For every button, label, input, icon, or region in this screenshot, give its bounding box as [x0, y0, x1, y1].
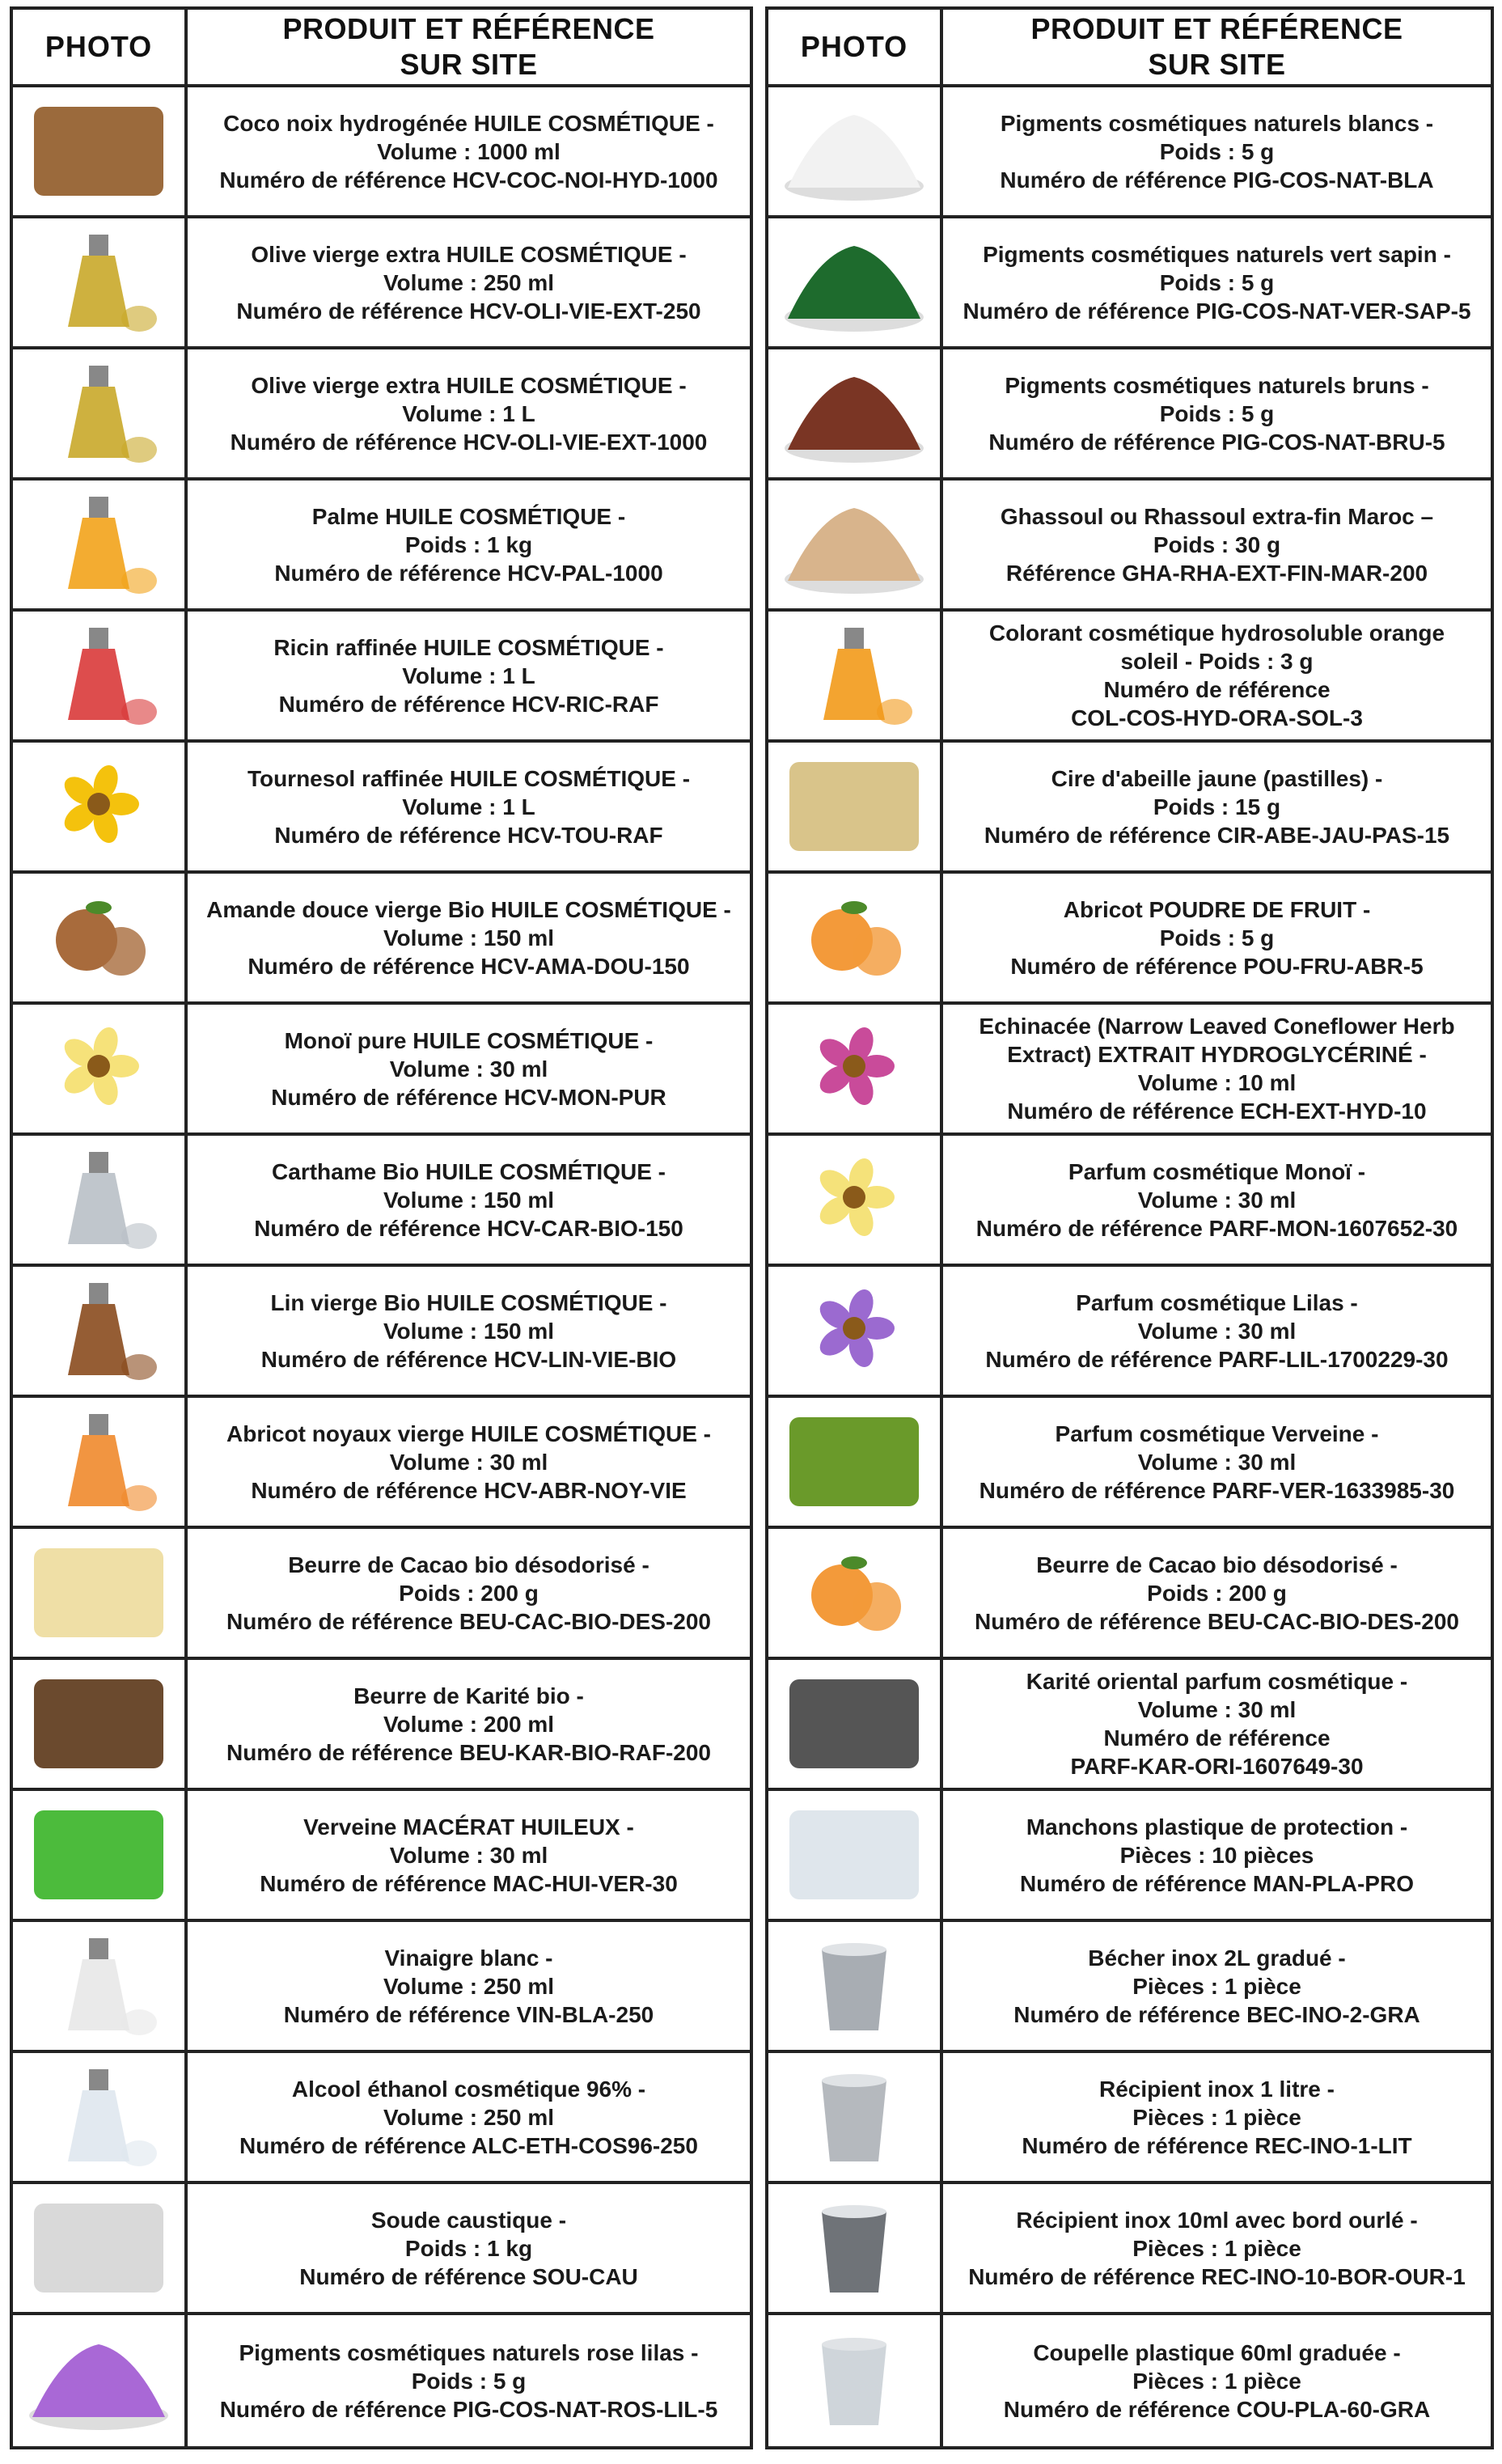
product-photo: [768, 1267, 943, 1395]
product-detail: Poids : 5 g: [411, 2368, 527, 2394]
table-row: [13, 1660, 750, 1791]
product-description: [188, 2053, 750, 2181]
product-description: [188, 1398, 750, 1526]
product-detail: Poids : 5 g: [1159, 925, 1275, 950]
product-photo: [13, 1791, 188, 1919]
product-photo: [768, 1791, 943, 1919]
product-detail: Poids : 200 g: [399, 1580, 539, 1606]
product-description: [188, 612, 750, 739]
product-photo: [768, 1136, 943, 1264]
product-detail: Numéro de référence REC-INO-1-LIT: [1022, 2132, 1412, 2158]
product-name: Coupelle plastique 60ml graduée -: [1033, 2339, 1401, 2365]
linseed-oil-image: [18, 1270, 180, 1391]
olive-oil-bottle-image: [18, 222, 180, 343]
product-description: [188, 1660, 750, 1788]
product-detail: soleil - Poids : 3 g: [1120, 649, 1314, 674]
product-name: Manchons plastique de protection -: [1026, 1814, 1408, 1840]
table-row: [768, 612, 1491, 743]
product-name: Parfum cosmétique Verveine -: [1055, 1420, 1379, 1446]
product-description: [943, 349, 1491, 477]
product-description: [188, 481, 750, 608]
header-product: PRODUIT ET RÉFÉRENCE SUR SITE: [1030, 12, 1403, 81]
product-table-left: [10, 6, 753, 2449]
header-photo: PHOTO: [13, 10, 188, 84]
table-row: [768, 349, 1491, 481]
product-detail: Numéro de référence HCV-CAR-BIO-150: [254, 1215, 683, 1241]
product-description: [943, 1791, 1491, 1919]
green-powder-image: [773, 222, 935, 343]
almond-image: [18, 877, 180, 998]
product-detail: Numéro de référence PIG-COS-NAT-BRU-5: [988, 429, 1445, 455]
product-detail: Numéro de référence PARF-LIL-1700229-30: [985, 1346, 1449, 1372]
product-detail: Numéro de référence PIG-COS-NAT-BLA: [1000, 167, 1434, 193]
product-name: Coco noix hydrogénée HUILE COSMÉTIQUE -: [223, 110, 714, 136]
table-row: [13, 1398, 750, 1529]
table-row: [13, 1529, 750, 1660]
product-name: Abricot noyaux vierge HUILE COSMÉTIQUE -: [226, 1420, 711, 1446]
product-name: Echinacée (Narrow Leaved Coneflower Herb: [979, 1014, 1455, 1039]
product-description: [188, 87, 750, 215]
caustic-soda-image: [18, 2187, 180, 2309]
table-row: [768, 1791, 1491, 1922]
product-detail: Volume : 1 L: [402, 400, 535, 426]
product-detail: Volume : 150 ml: [383, 1187, 555, 1213]
table-row: [13, 2184, 750, 2315]
table-row: [13, 743, 750, 874]
product-photo: [13, 1660, 188, 1788]
product-name: Monoï pure HUILE COSMÉTIQUE -: [284, 1027, 654, 1053]
product-photo: [13, 481, 188, 608]
product-detail: Numéro de référence HCV-COC-NOI-HYD-1000: [219, 167, 718, 193]
product-detail: COL-COS-HYD-ORA-SOL-3: [1071, 705, 1363, 730]
product-detail: Pièces : 1 pièce: [1132, 2104, 1301, 2130]
product-detail: Numéro de référence HCV-TOU-RAF: [274, 822, 663, 848]
table-row: [13, 874, 750, 1005]
product-detail: Numéro de référence HCV-ABR-NOY-VIE: [251, 1477, 687, 1503]
product-description: [943, 1398, 1491, 1526]
table-row: [768, 1660, 1491, 1791]
product-description: [943, 218, 1491, 346]
product-description: [188, 1267, 750, 1395]
table-row: [13, 1791, 750, 1922]
product-name: Ricin raffinée HUILE COSMÉTIQUE -: [273, 634, 664, 660]
product-photo: [768, 1005, 943, 1133]
product-photo: [13, 1922, 188, 2050]
product-name: Récipient inox 1 litre -: [1099, 2076, 1335, 2102]
product-description: [188, 1922, 750, 2050]
oil-bottle-image: [18, 1139, 180, 1260]
product-detail: Volume : 30 ml: [1137, 1449, 1297, 1475]
product-detail: Numéro de référence MAC-HUI-VER-30: [260, 1870, 678, 1896]
table-row: [13, 1267, 750, 1398]
table-row: [768, 1136, 1491, 1267]
beeswax-pellets-image: [773, 746, 935, 867]
product-name: Olive vierge extra HUILE COSMÉTIQUE -: [251, 241, 687, 267]
product-photo: [768, 218, 943, 346]
product-name: Récipient inox 10ml avec bord ourlé -: [1016, 2207, 1418, 2233]
verbena-macerate-image: [18, 1794, 180, 1916]
product-detail: Volume : 30 ml: [389, 1842, 548, 1868]
product-table-right: [765, 6, 1494, 2449]
product-name: Bécher inox 2L gradué -: [1088, 1945, 1346, 1971]
product-detail: Volume : 250 ml: [383, 269, 555, 295]
product-description: [188, 1529, 750, 1657]
product-name: Alcool éthanol cosmétique 96% -: [291, 2076, 646, 2102]
product-name: Pigments cosmétiques naturels bruns -: [1005, 372, 1429, 398]
product-detail: Numéro de référence HCV-LIN-VIE-BIO: [260, 1346, 677, 1372]
product-detail: Numéro de référence BEC-INO-2-GRA: [1013, 2001, 1420, 2027]
table-row: [768, 87, 1491, 218]
apricot-fruit-image: [773, 1532, 935, 1653]
product-detail: Volume : 200 ml: [383, 1711, 555, 1737]
table-row: [13, 218, 750, 349]
product-description: [188, 1005, 750, 1133]
product-name: Lin vierge Bio HUILE COSMÉTIQUE -: [270, 1289, 667, 1315]
table-row: [768, 1922, 1491, 2053]
table-header: [13, 10, 750, 87]
product-detail: Poids : 5 g: [1159, 138, 1275, 164]
clear-bottle-image: [18, 2056, 180, 2178]
product-photo: [13, 349, 188, 477]
table-row: [13, 1922, 750, 2053]
product-description: [188, 743, 750, 870]
product-detail: Poids : 5 g: [1159, 269, 1275, 295]
product-photo: [13, 743, 188, 870]
product-photo: [13, 1136, 188, 1264]
product-detail: Volume : 250 ml: [383, 1973, 555, 1999]
table-row: [768, 2184, 1491, 2315]
table-row: [768, 1267, 1491, 1398]
table-row: [768, 1529, 1491, 1660]
product-detail: Numéro de référence PIG-COS-NAT-ROS-LIL-5: [219, 2396, 718, 2422]
product-name: Parfum cosmétique Lilas -: [1076, 1289, 1358, 1315]
product-photo: [13, 2184, 188, 2312]
apricot-oil-image: [18, 1401, 180, 1522]
product-detail: Volume : 1 L: [402, 663, 535, 688]
product-photo: [13, 612, 188, 739]
product-photo: [13, 1005, 188, 1133]
table-row: [13, 481, 750, 612]
product-name: Vinaigre blanc -: [384, 1945, 553, 1971]
tiare-flower-image: [18, 1008, 180, 1129]
product-detail: Extract) EXTRAIT HYDROGLYCÉRINÉ -: [1007, 1042, 1427, 1067]
product-photo: [768, 1529, 943, 1657]
product-name: Beurre de Cacao bio désodorisé -: [288, 1552, 649, 1577]
product-detail: Numéro de référence HCV-PAL-1000: [274, 560, 663, 586]
product-detail: Numéro de référence: [1103, 1725, 1331, 1751]
lilac-flower-image: [773, 1270, 935, 1391]
product-description: [943, 2053, 1491, 2181]
white-bottle-image: [18, 1925, 180, 2047]
plastic-cup-image: [773, 2320, 935, 2441]
cocoa-butter-image: [18, 1532, 180, 1653]
product-detail: Numéro de référence: [1103, 677, 1331, 702]
steel-beaker-image: [773, 1925, 935, 2047]
product-detail: Numéro de référence BEU-KAR-BIO-RAF-200: [226, 1739, 711, 1765]
oriental-perfume-image: [773, 1663, 935, 1784]
product-description: [943, 743, 1491, 870]
product-description: [943, 481, 1491, 608]
white-powder-image: [773, 91, 935, 212]
product-photo: [768, 87, 943, 215]
product-photo: [768, 874, 943, 1001]
product-detail: Numéro de référence PIG-COS-NAT-VER-SAP-5: [963, 298, 1471, 324]
product-description: [188, 2184, 750, 2312]
orange-flask-image: [773, 615, 935, 736]
product-photo: [13, 87, 188, 215]
product-detail: Volume : 30 ml: [1137, 1697, 1297, 1722]
product-description: [188, 2315, 750, 2446]
castor-oil-image: [18, 615, 180, 736]
product-photo: [768, 1398, 943, 1526]
table-row: [768, 743, 1491, 874]
product-name: Ghassoul ou Rhassoul extra-fin Maroc –: [1000, 503, 1434, 529]
product-detail: Volume : 30 ml: [1137, 1318, 1297, 1344]
product-detail: Numéro de référence BEU-CAC-BIO-DES-200: [974, 1608, 1460, 1634]
coconut-image: [18, 91, 180, 212]
product-name: Soude caustique -: [370, 2207, 567, 2233]
product-description: [943, 874, 1491, 1001]
product-detail: Volume : 30 ml: [389, 1449, 548, 1475]
product-detail: Numéro de référence HCV-OLI-VIE-EXT-250: [236, 298, 701, 324]
table-row: [768, 874, 1491, 1005]
product-photo: [13, 1529, 188, 1657]
product-description: [943, 87, 1491, 215]
product-name: Pigments cosmétiques naturels blancs -: [1000, 110, 1434, 136]
product-detail: Volume : 150 ml: [383, 1318, 555, 1344]
sunflower-image: [18, 746, 180, 867]
product-name: Verveine MACÉRAT HUILEUX -: [303, 1814, 634, 1840]
product-photo: [13, 874, 188, 1001]
product-photo: [13, 1267, 188, 1395]
product-description: [943, 1660, 1491, 1788]
product-name: Beurre de Karité bio -: [353, 1683, 584, 1708]
product-photo: [768, 612, 943, 739]
product-detail: Volume : 1000 ml: [377, 138, 561, 164]
product-detail: Volume : 10 ml: [1137, 1070, 1297, 1095]
table-row: [13, 2315, 750, 2446]
product-description: [943, 1922, 1491, 2050]
product-detail: Volume : 1 L: [402, 794, 535, 819]
steel-bowl-image: [773, 2056, 935, 2178]
product-detail: Numéro de référence CIR-ABE-JAU-PAS-15: [984, 822, 1450, 848]
product-detail: Numéro de référence SOU-CAU: [299, 2263, 638, 2289]
product-name: Olive vierge extra HUILE COSMÉTIQUE -: [251, 372, 687, 398]
product-detail: Volume : 250 ml: [383, 2104, 555, 2130]
lilac-powder-image: [18, 2320, 180, 2441]
table-header: [768, 10, 1491, 87]
palm-oil-image: [18, 484, 180, 605]
product-detail: Numéro de référence PARF-MON-1607652-30: [975, 1215, 1458, 1241]
product-detail: PARF-KAR-ORI-1607649-30: [1070, 1754, 1364, 1779]
product-description: [943, 2184, 1491, 2312]
brown-powder-image: [773, 353, 935, 474]
product-detail: Volume : 30 ml: [389, 1056, 548, 1082]
product-description: [188, 218, 750, 346]
product-detail: Numéro de référence HCV-RIC-RAF: [278, 691, 659, 717]
product-description: [943, 1005, 1491, 1133]
product-detail: Pièces : 1 pièce: [1132, 2235, 1301, 2261]
header-photo: PHOTO: [768, 10, 943, 84]
table-row: [768, 1398, 1491, 1529]
verbena-leaves-image: [773, 1401, 935, 1522]
product-detail: Numéro de référence REC-INO-10-BOR-OUR-1: [968, 2263, 1466, 2289]
monoi-flower-image: [773, 1139, 935, 1260]
rows-right: [768, 87, 1491, 2446]
table-row: [13, 349, 750, 481]
product-detail: Numéro de référence ECH-EXT-HYD-10: [1007, 1099, 1427, 1124]
product-detail: Numéro de référence POU-FRU-ABR-5: [1010, 953, 1424, 979]
product-name: Parfum cosmétique Monoï -: [1068, 1158, 1366, 1184]
rows-left: [13, 87, 750, 2446]
table-row: [768, 2315, 1491, 2446]
plastic-sleeve-image: [773, 1794, 935, 1916]
product-name: Karité oriental parfum cosmétique -: [1026, 1669, 1408, 1694]
product-detail: Poids : 1 kg: [404, 2235, 533, 2261]
product-detail: Numéro de référence BEU-CAC-BIO-DES-200: [226, 1608, 712, 1634]
product-description: [188, 1136, 750, 1264]
product-description: [943, 612, 1491, 739]
product-photo: [768, 1660, 943, 1788]
product-photo: [768, 2315, 943, 2446]
product-detail: Numéro de référence ALC-ETH-COS96-250: [239, 2132, 698, 2158]
product-description: [943, 2315, 1491, 2446]
table-row: [768, 218, 1491, 349]
product-photo: [13, 2053, 188, 2181]
product-description: [188, 874, 750, 1001]
product-detail: Numéro de référence PARF-VER-1633985-30: [979, 1477, 1455, 1503]
product-photo: [768, 1922, 943, 2050]
apricot-fruit-image: [773, 877, 935, 998]
product-detail: Pièces : 1 pièce: [1132, 2368, 1301, 2394]
product-description: [943, 1136, 1491, 1264]
product-name: Palme HUILE COSMÉTIQUE -: [311, 503, 626, 529]
product-detail: Poids : 30 g: [1153, 531, 1281, 557]
product-photo: [768, 743, 943, 870]
product-name: Pigments cosmétiques naturels vert sapin -: [983, 241, 1451, 267]
olive-oil-bottle-image: [18, 353, 180, 474]
product-detail: Numéro de référence MAN-PLA-PRO: [1020, 1870, 1414, 1896]
product-detail: Pièces : 10 pièces: [1119, 1842, 1314, 1868]
product-name: Tournesol raffinée HUILE COSMÉTIQUE -: [247, 765, 691, 791]
product-name: Pigments cosmétiques naturels rose lilas -: [239, 2339, 699, 2365]
table-row: [768, 2053, 1491, 2184]
small-steel-cup-image: [773, 2187, 935, 2309]
product-name: Colorant cosmétique hydrosoluble orange: [988, 620, 1445, 646]
ghassoul-clay-image: [773, 484, 935, 605]
product-description: [943, 1267, 1491, 1395]
table-row: [13, 612, 750, 743]
table-row: [13, 87, 750, 218]
table-row: [13, 2053, 750, 2184]
product-detail: Numéro de référence HCV-MON-PUR: [271, 1084, 666, 1110]
product-detail: Numéro de référence COU-PLA-60-GRA: [1003, 2396, 1431, 2422]
product-photo: [768, 2184, 943, 2312]
product-name: Beurre de Cacao bio désodorisé -: [1036, 1552, 1398, 1577]
product-name: Carthame Bio HUILE COSMÉTIQUE -: [272, 1158, 666, 1184]
product-detail: Numéro de référence VIN-BLA-250: [283, 2001, 654, 2027]
product-name: Amande douce vierge Bio HUILE COSMÉTIQUE -: [206, 896, 731, 922]
product-photo: [768, 481, 943, 608]
product-detail: Référence GHA-RHA-EXT-FIN-MAR-200: [1005, 560, 1428, 586]
product-detail: Poids : 1 kg: [404, 531, 533, 557]
product-detail: Poids : 15 g: [1153, 794, 1281, 819]
product-photo: [13, 218, 188, 346]
product-photo: [13, 1398, 188, 1526]
echinacea-flower-image: [773, 1008, 935, 1129]
table-row: [13, 1136, 750, 1267]
product-name: Cire d'abeille jaune (pastilles) -: [1051, 765, 1383, 791]
product-detail: Pièces : 1 pièce: [1132, 1973, 1301, 1999]
product-detail: Volume : 150 ml: [383, 925, 555, 950]
product-detail: Poids : 5 g: [1159, 400, 1275, 426]
product-photo: [13, 2315, 188, 2446]
product-photo: [768, 2053, 943, 2181]
table-row: [768, 481, 1491, 612]
product-photo: [768, 349, 943, 477]
product-description: [188, 349, 750, 477]
product-description: [188, 1791, 750, 1919]
product-description: [943, 1529, 1491, 1657]
product-detail: Volume : 30 ml: [1137, 1187, 1297, 1213]
product-detail: Numéro de référence HCV-AMA-DOU-150: [248, 953, 690, 979]
shea-butter-image: [18, 1663, 180, 1784]
product-detail: Numéro de référence HCV-OLI-VIE-EXT-1000: [230, 429, 708, 455]
product-name: Abricot POUDRE DE FRUIT -: [1063, 896, 1371, 922]
table-row: [13, 1005, 750, 1136]
header-product: PRODUIT ET RÉFÉRENCE SUR SITE: [282, 12, 655, 81]
table-row: [768, 1005, 1491, 1136]
product-detail: Poids : 200 g: [1147, 1580, 1287, 1606]
